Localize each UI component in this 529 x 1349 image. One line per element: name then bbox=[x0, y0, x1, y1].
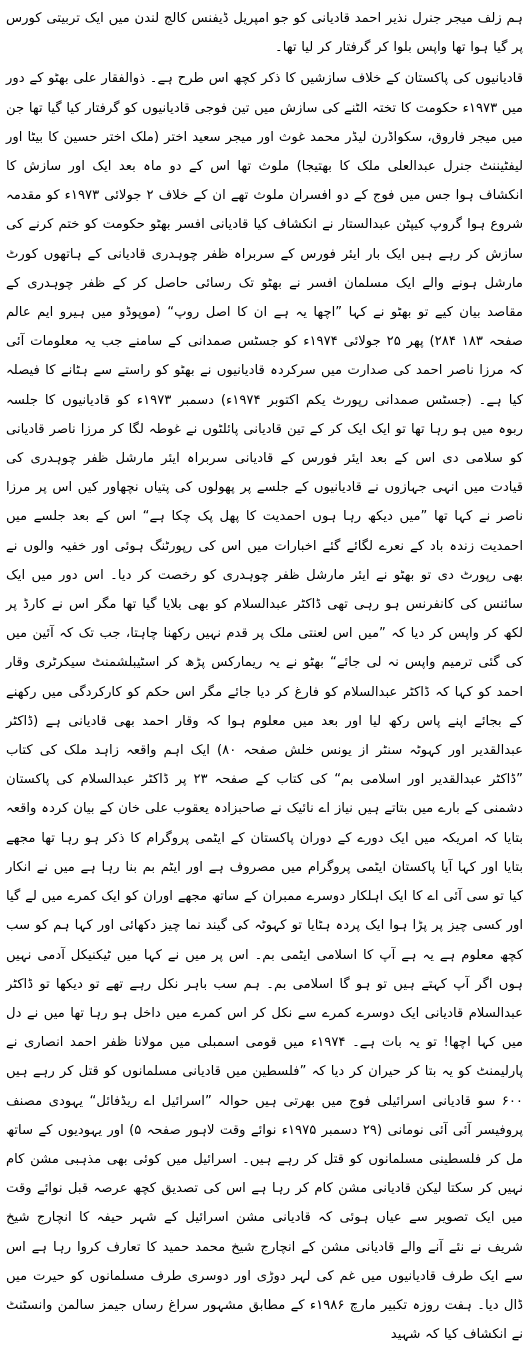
paragraph-1: ہم زلف میجر جنرل نذیر احمد قادیانی کو جو امپریل ڈیفنس کالج لندن میں ایک تربیتی کورس پر گیا ہوا تھا واپس بلوا کر گرفتار کر لیا تھا۔ bbox=[6, 11, 523, 56]
paragraph-2: قادیانیوں کی پاکستان کے خلاف سازشیں کا ذکر کچھ اس طرح ہے۔ ذوالفقار علی بھٹو کے دور میں ۱۹۷۳ء حکومت کا تختہ الٹنے کی سازش میں تین فوجی قادیانیوں کو گرفتار کیا گیا تھا جن میں میجر فاروق، سکواڈرن لیڈر محمد غوث اور میجر سعید اختر (ملک اختر حسین کا بیٹا اور لیفٹیننٹ جنرل عبدالعلی ملک کا بھتیجا) ملوث تھا اس کے دو ماہ بعد ایک اور سازش کا انکشاف ہوا جس میں فوج کے دو افسران ملوث تھے ان کے خلاف ۲ جولائی ۱۹۷۳ء کو مقدمہ شروع ہوا گروپ کیپٹن عبدالستار نے انکشاف کیا قادیانی افسر بھٹو حکومت کو ختم کرنے کی سازش کر رہے ہیں ایک بار ایئر فورس کے سربراہ ظفر چوہدری قادیانی کے ہاتھوں کورٹ مارشل ہونے والے ایک مسلمان افسر نے بھٹو تک رسائی حاصل کر کے ظفر چوہدری کے مقاصد بیان کیے تو بھٹو نے کہا ”اچھا یہ ہے ان کا اصل روپ“ (موپوڈو میں ہیرو ایم عالم صفحہ ۱۸۳ ۲۸۴) پھر ۲۵ جولائی ۱۹۷۴ء کو جسٹس صمدانی کے سامنے جب یہ معلومات آئی کہ مرزا ناصر احمد کی صدارت میں سرکردہ قادیانیوں نے بھٹو کو راستے سے ہٹانے کا فیصلہ کیا ہے۔ (جسٹس صمدانی رپورٹ یکم اکتوبر ۱۹۷۴ء) دسمبر ۱۹۷۳ء کو قادیانیوں کا جلسہ ربوہ میں ہو رہا تھا تو ایک ایک کر کے تین قادیانی پائلٹوں نے غوطہ لگا کر مرزا ناصر قادیانی کو سلامی دی اس کے بعد ایئر فورس کے قادیانی سربراہ ایئر مارشل ظفر چوہدری کی قیادت میں انہی جہازوں نے قادیانیوں کے جلسے پر پھولوں کی پتیاں نچھاور کیں اس پر مرزا ناصر نے کہا تھا ”میں دیکھ رہا ہوں احمدیت کا پھل پک چکا ہے“ اس کے بعد جلسے میں احمدیت زندہ باد کے نعرے لگائے گئے اخبارات میں اس کی رپورٹنگ ہوئی اور خفیہ والوں نے بھی رپورٹ دی تو بھٹو نے ایئر مارشل ظفر چوہدری کو رخصت کر دیا۔ اس دور میں ایک سائنس کی کانفرنس ہو رہی تھی ڈاکٹر عبدالسلام کو بھی بلایا گیا تھا مگر اس نے کارڈ پر لکھ کر واپس کر دیا کہ ”میں اس لعنتی ملک پر قدم نہیں رکھنا چاہتا، جب تک کہ آئین میں کی گئی ترمیم واپس نہ لی جائے“ بھٹو نے یہ ریمارکس پڑھ کر اسٹیبلشمنٹ سیکرٹری وقار احمد کو کہا کہ ڈاکٹر عبدالسلام کو فارغ کر دیا جائے مگر اس حکم کو کارکردگی میں رکھنے کے بجائے اپنے پاس رکھ لیا اور بعد میں معلوم ہوا کہ وقار احمد بھی قادیانی ہے (ڈاکٹر عبدالقدیر اور کہوٹہ سنٹر از یونس خلش صفحہ ۸۰) ایک اہم واقعہ زاہد ملک کی کتاب ”ڈاکٹر عبدالقدیر اور اسلامی بم“ کی کتاب کے صفحہ ۲۳ پر ڈاکٹر عبدالسلام کی پاکستان دشمنی کے بارے میں بتاتے ہیں نیاز اے نائیک نے صاحبزادہ یعقوب علی خان کے بیان کردہ واقعہ بتایا کہ امریکہ میں ایک دورے کے دوران پاکستان کے ایٹمی پروگرام کا ذکر ہو رہا تھا مجھے بتایا اور کہا آیا پاکستان ایٹمی پروگرام میں مصروف ہے اور ایٹم بم بنا رہا ہے میں نے انکار کیا تو سی آئی اے کا ایک اہلکار دوسرے ممبران کے ساتھ مجھے اوران کو ایک کمرے میں لے گیا اور کسی چیز پر پڑا ہوا ایک پردہ ہٹایا تو کہوٹہ کی گیند نما چیز دکھائی اور کہا ہم کو سب کچھ معلوم ہے یہ ہے آپ کا اسلامی ایٹمی بم۔ اس پر میں نے کہا میں ٹیکنیکل آدمی نہیں ہوں اگر آپ کہتے ہیں تو ہو گا اسلامی بم۔ ہم سب باہر نکل رہے تھے تو دیکھا تو ڈاکٹر عبدالسلام قادیانی ایک دوسرے کمرے سے نکل کر اس کمرے میں داخل ہو رہا تھا میں نے دل میں کہا اچھا! تو یہ بات ہے۔ ۱۹۷۴ء میں قومی اسمبلی میں مولانا ظفر احمد انصاری نے پارلیمنٹ کو یہ بتا کر حیران کر دیا کہ ”فلسطین میں قادیانی مسلمانوں کو قتل کر رہے ہیں ۶۰۰ سو قادیانی اسرائیلی فوج میں بھرتی ہیں حوالہ ”اسرائیل اے ریڈفائل“ یہودی مصنف پروفیسر آئی آئی نومانی (۲۹ دسمبر ۱۹۷۵ء نوائے وقت لاہور صفحہ ۵) اور یہودیوں کے ساتھ مل کر فلسطینی مسلمانوں کو قتل کر رہے ہیں۔ اسرائیل میں کوئی بھی مذہبی مشن کام نہیں کر سکتا لیکن قادیانی مشن کام کر رہا ہے اس کی تصدیق کچھ عرصہ قبل نوائے وقت میں ایک تصویر سے عیاں ہوئی کہ قادیانی مشن اسرائیل کے شہر حیفہ کا انچارج شیخ شریف نے نئے آنے والے قادیانی مشن کے انچارج شیخ محمد حمید کا تعارف کروا رہا ہے اس سے ایک طرف قادیانیوں میں غم کی لہر دوڑی اور دوسری طرف مسلمانوں کو حیرت میں ڈال دیا۔ ہفت روزہ تکبیر مارچ ۱۹۸۶ء کے مطابق مشہور سراغ رساں جیمز سالمن وانسٹنٹ نے انکشاف کیا کہ شہید bbox=[6, 71, 524, 1343]
